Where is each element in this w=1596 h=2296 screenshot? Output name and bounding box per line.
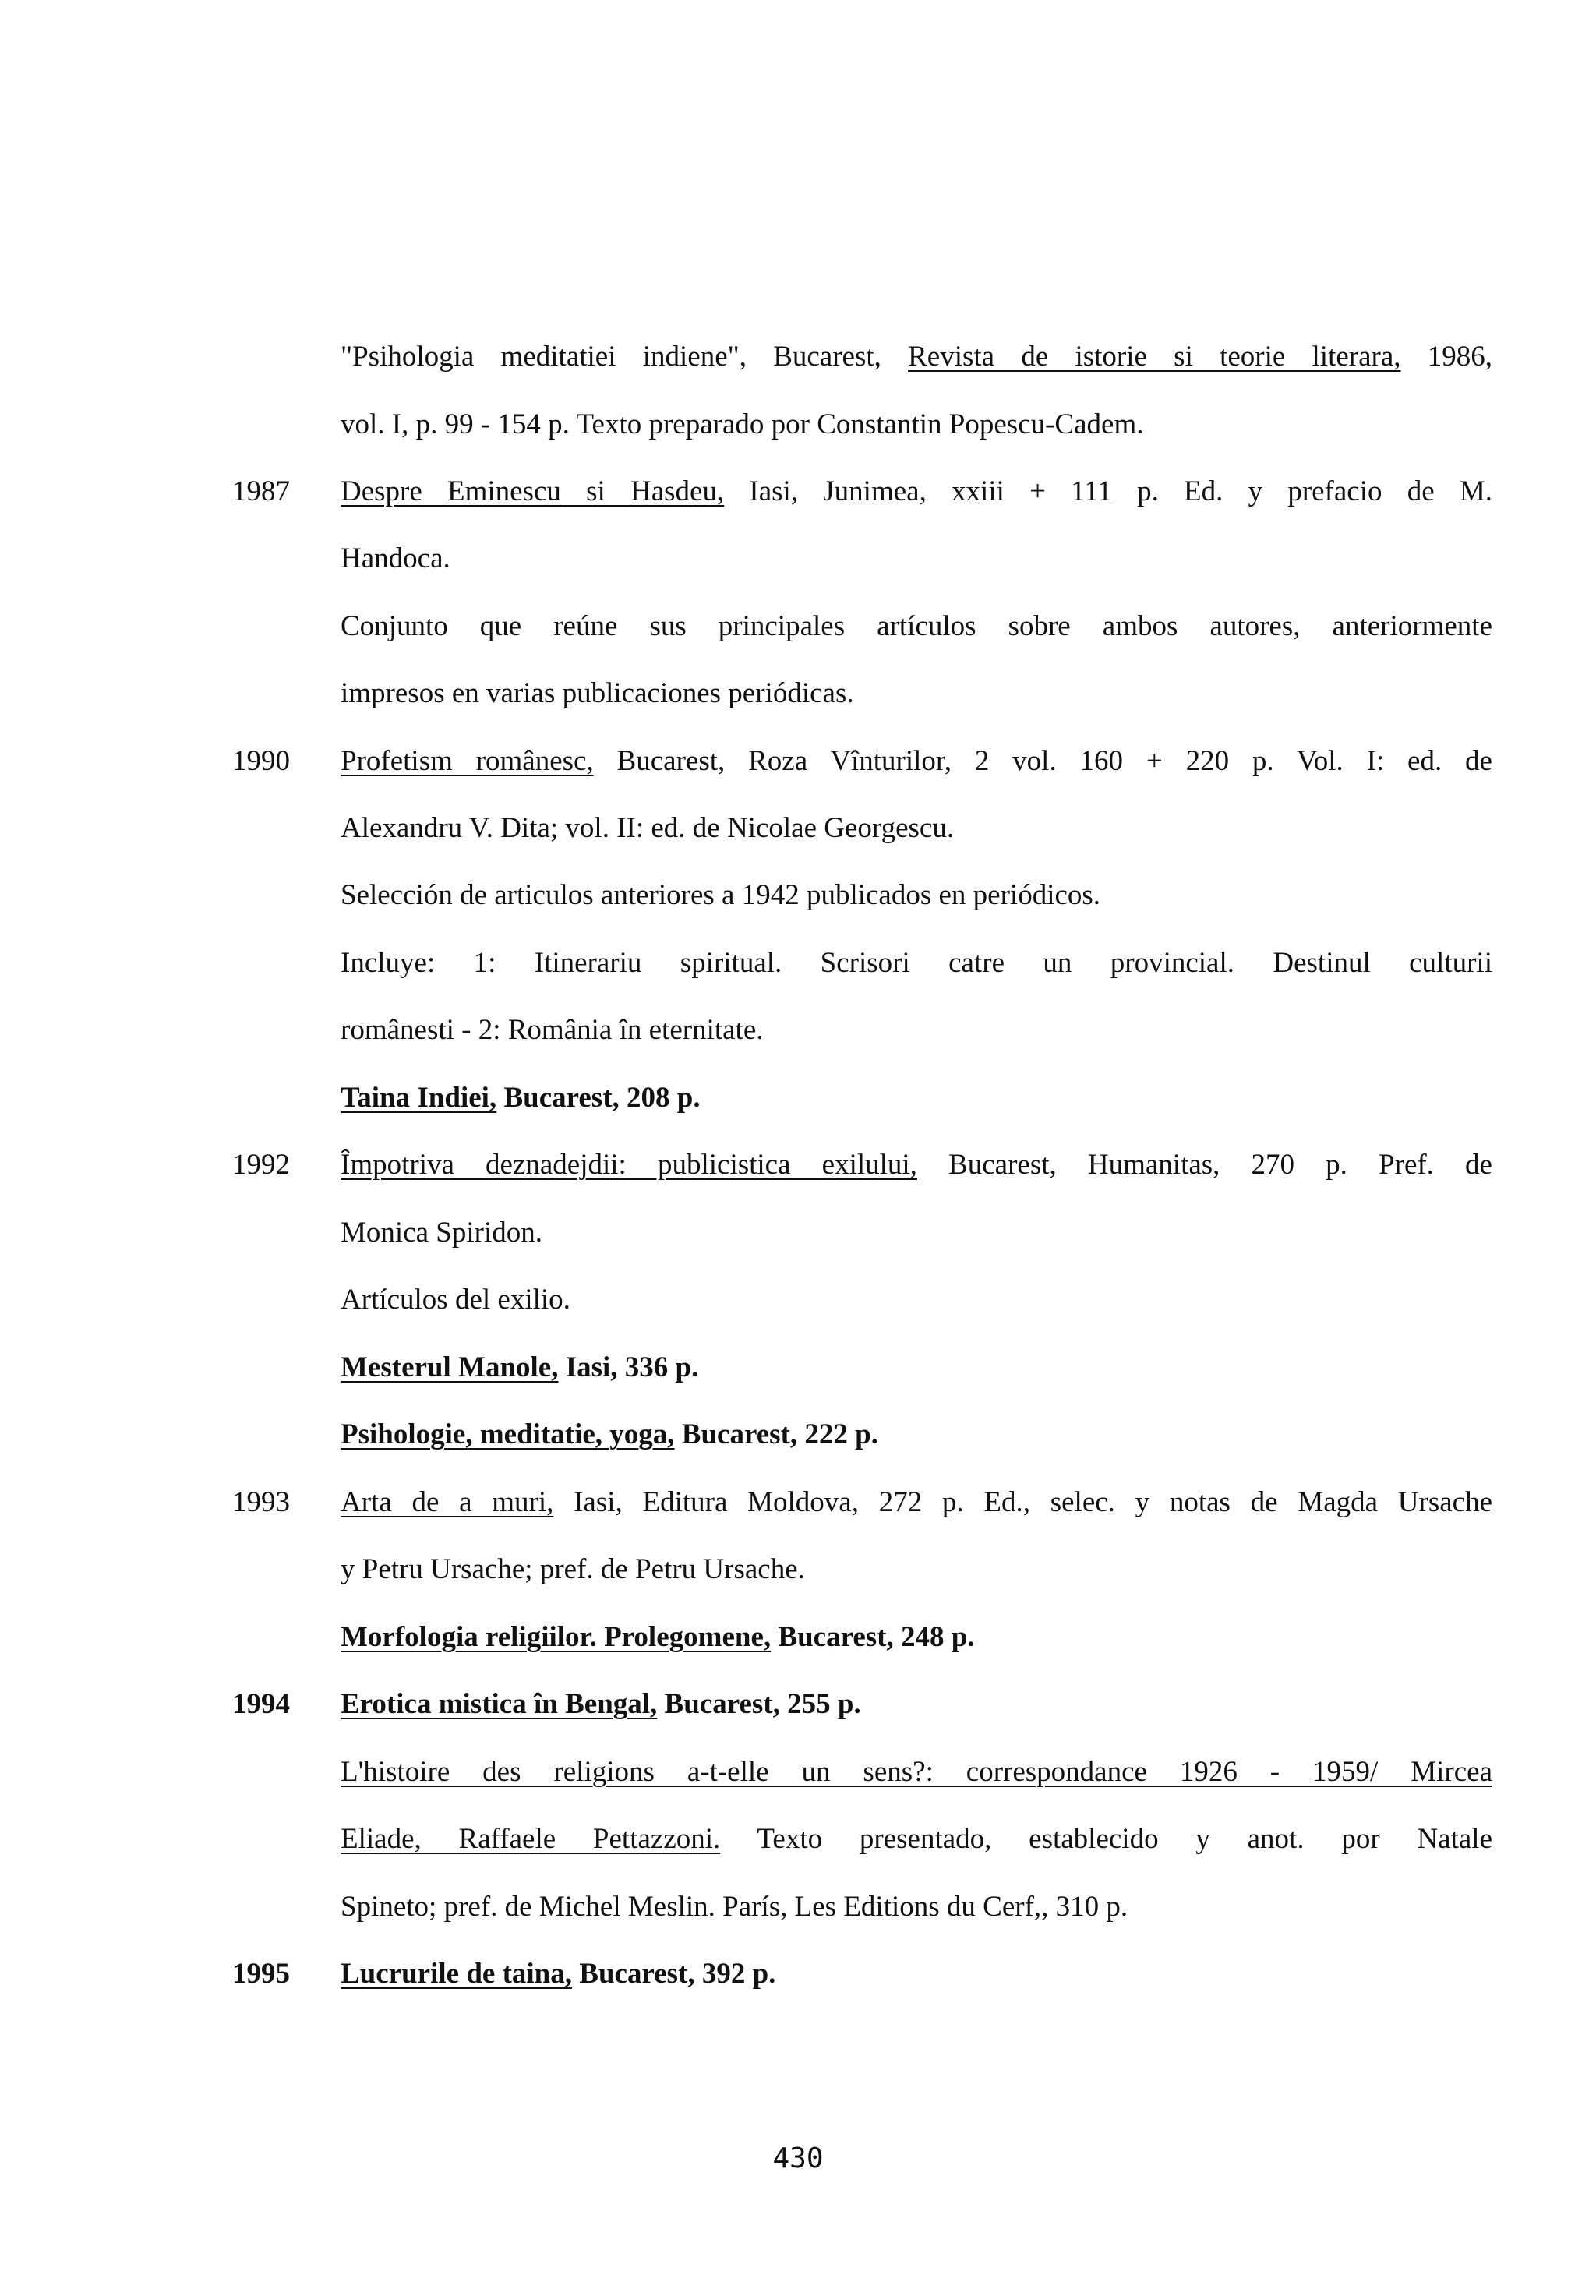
year-1992: 1992 [232, 1149, 290, 1181]
entry-text: Bucarest, Roza Vînturilor, 2 vol. 160 + 220 p. Vol. I: ed. de [593, 745, 1492, 777]
entry-1992-line-1 [341, 1148, 1492, 1182]
entry-1992-line-3: Artículos del exilio. [341, 1284, 570, 1316]
entry-1993-line-3 [341, 1620, 1492, 1655]
entry-1987-line-1 [341, 475, 1492, 509]
entry-1986-line-2: vol. I, p. 99 - 154 p. Texto preparado por Constantin Popescu-Cadem. [341, 408, 1144, 440]
entry-text: Bucarest, Humanitas, 270 p. Pref. de [916, 1149, 1492, 1181]
entry-1994-line-2 [341, 1755, 1492, 1789]
work-title: Profetism românesc, [341, 745, 594, 777]
work-title: Despre Eminescu si Hasdeu, [341, 475, 725, 507]
entry-1993-line-2: y Petru Ursache; pref. de Petru Ursache. [341, 1553, 805, 1585]
entry-1994-line-4: Spineto; pref. de Michel Meslin. París, Les Editions du Cerf,, 310 p. [341, 1891, 1128, 1923]
entry-1990-line-4: Incluye: 1: Itinerariu spiritual. Scrisori catre un provincial. Destinul culturii [341, 947, 1492, 979]
entry-1992-line-4 [341, 1351, 1492, 1385]
year-1994: 1994 [232, 1688, 290, 1720]
work-title: Erotica mistica în Bengal, [341, 1688, 658, 1720]
entry-1990-line-1 [341, 744, 1492, 779]
entry-text: Bucarest, 392 p. [572, 1958, 776, 1990]
entry-1994-line-1 [341, 1687, 1492, 1722]
entry-text: Bucarest, 248 p. [771, 1621, 975, 1653]
entry-1990-line-2: Alexandru V. Dita; vol. II: ed. de Nicolae Georgescu. [341, 812, 955, 844]
work-title: Revista de istorie si teorie literara, [908, 341, 1401, 373]
work-title: Lucrurile de taina, [341, 1958, 573, 1990]
page-number: 430 [772, 2142, 824, 2174]
work-title: L'histoire des religions a-t-elle un sens?: correspondance 1926 - 1959/ Mircea [341, 1756, 1492, 1788]
entry-text: Iasi, Editura Moldova, 272 p. Ed., selec. y notas de Magda Ursache [553, 1486, 1492, 1518]
entry-text: 1986, [1400, 341, 1493, 373]
entry-1990-line-6 [341, 1081, 1492, 1115]
work-title: Psihologie, meditatie, yoga, [341, 1418, 675, 1450]
work-title: Împotriva deznadejdii: publicistica exilului, [341, 1149, 917, 1181]
year-1995: 1995 [232, 1958, 290, 1990]
entry-1987-line-3: Conjunto que reúne sus principales artículos sobre ambos autores, anteriormente [341, 610, 1492, 642]
work-title: Taina Indiei, [341, 1082, 497, 1114]
entry-text: Texto presentado, establecido y anot. por Natale [720, 1823, 1492, 1855]
year-1990: 1990 [232, 745, 290, 777]
entry-text: Bucarest, 222 p. [674, 1418, 878, 1450]
entry-1990-line-3: Selección de articulos anteriores a 1942 publicados en periódicos. [341, 879, 1101, 911]
entry-text: Bucarest, 208 p. [496, 1082, 701, 1114]
entry-1992-line-5 [341, 1418, 1492, 1452]
entry-1990-line-5: românesti - 2: România în eternitate. [341, 1014, 764, 1046]
entry-text: Iasi, Junimea, xxiii + 111 p. Ed. y prefacio de M. [724, 475, 1492, 507]
work-title: Eliade, Raffaele Pettazzoni. [341, 1823, 721, 1855]
work-title: Arta de a muri, [341, 1486, 554, 1518]
entry-1987-line-2: Handoca. [341, 542, 450, 574]
entry-1995-line-1 [341, 1957, 1492, 1991]
entry-text: Bucarest, 255 p. [657, 1688, 861, 1720]
entry-text: Iasi, 336 p. [558, 1351, 699, 1383]
entry-1986-line-1 [341, 340, 1492, 374]
work-title: Morfologia religiilor. Prolegomene, [341, 1621, 772, 1653]
entry-1992-line-2: Monica Spiridon. [341, 1217, 542, 1249]
entry-1994-line-3 [341, 1822, 1492, 1856]
year-1987: 1987 [232, 475, 290, 507]
entry-1993-line-1 [341, 1485, 1492, 1520]
entry-text: "Psihologia meditatiei indiene", Bucarest, [341, 341, 909, 373]
year-1993: 1993 [232, 1486, 290, 1518]
work-title: Mesterul Manole, [341, 1351, 559, 1383]
entry-1987-line-4: impresos en varias publicaciones periódicas. [341, 677, 854, 709]
